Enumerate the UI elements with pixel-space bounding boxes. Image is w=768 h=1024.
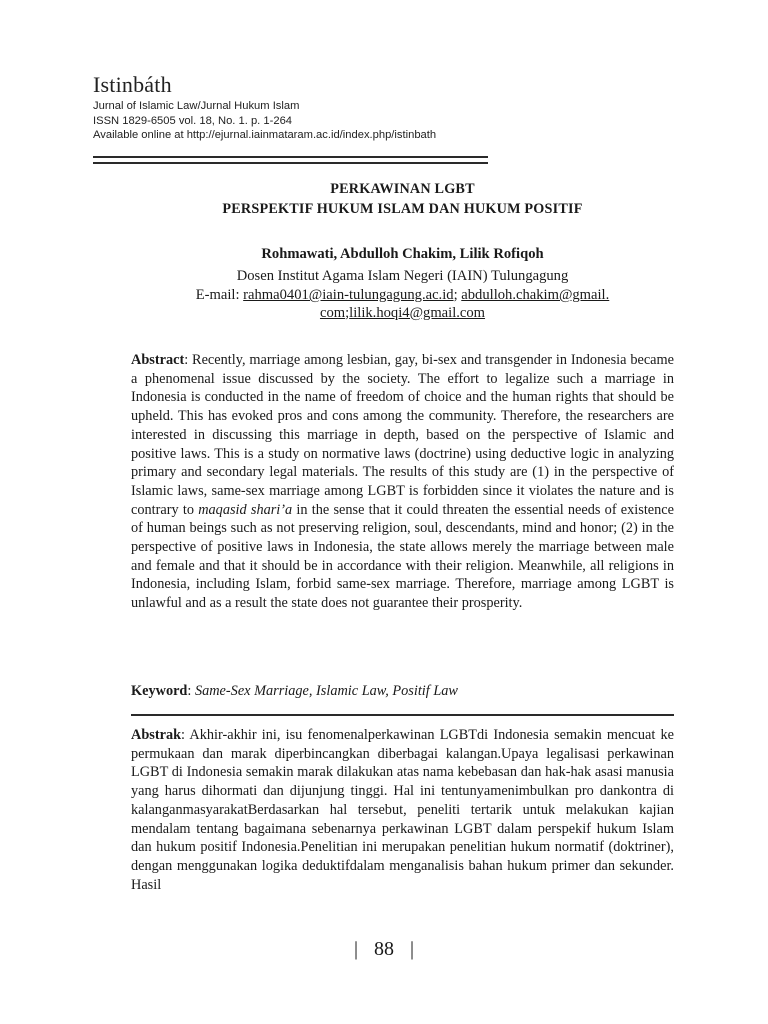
title-line-1: PERKAWINAN LGBT xyxy=(330,181,475,197)
keyword-text: Same-Sex Marriage, Islamic Law, Positif Law xyxy=(194,683,458,699)
abstract-text-1: : Recently, marriage among lesbian, gay, bi-sex and transgender in Indonesia became a phenomenal issue discussed by the society. The effort to legalize such a marriage in Indonesia is conducted in the name of freedom of choice and the human rights that should be upheld. This has evoked pros and cons among the community. Therefore, the researchers are interested in discussing this marriage in depth, based on the perspective of Islamic and positive laws. This is a study on normative laws (doctrine) using deductive logic in analyzing primary and secondary legal materials. The results of this study are (1) in the perspective of Islamic laws, same-sex marriage among LGBT is forbidden since it violates the nature and is contrary to xyxy=(131,352,674,518)
email-line-2 xyxy=(131,305,674,323)
abstract-text-2: in the sense that it could threaten the essential needs of existence of human beings such as not preserving religion, soul, descendants, mind and honor; (2) in the perspective of positive laws in Indonesia, the state allows merely the marriage between male and female and that it should be in accordance with their religion. Meanwhile, all religions in Indonesia, including Islam, forbid same-sex marriage. Therefore, marriage among LGBT is unlawful and as a result the state does not guarantee their prosperity. xyxy=(131,501,674,612)
journal-meta xyxy=(93,99,436,143)
email-separator: ; xyxy=(345,304,350,321)
journal-online-url: Available online at http://ejurnal.iainmataram.ac.id/index.php/istinbath xyxy=(93,129,437,142)
abstract-italic-term: maqasid shari’a xyxy=(198,501,293,518)
title-line-2: PERSPEKTIF HUKUM ISLAM DAN HUKUM POSITIF xyxy=(222,201,583,217)
abstrak-text: : Akhir-akhir ini, isu fenomenalperkawinan LGBTdi Indonesia semakin mencuat ke permukaan dan marak diperbincangkan diberbagai kalangan.Upaya legalisasi perkawinan LGBT di Indonesia semakin marak dilakukan atas nama kebebasan dan hak-hak asasi manusia yang harus dihormati dan dijunjung tinggi. Hal ini tentunyamenimbulkan pro dankontra di kalanganmasyarakatBerdasarkan hal tersebut, peneliti tertarik untuk melakukan kajian mendalam tentang bagaimana sebenarnya perkawinan LGBT dalam perspekif hukum Islam dan hukum positif Indonesia.Penelitian ini merupakan penelitian hukum normatif (doktriner), dengan menggunakan logika deduktifdalam menganalisis bahan hukum primer dan sekunder. Hasil xyxy=(131,727,674,893)
journal-issn: ISSN 1829-6505 vol. 18, No. 1. p. 1-264 xyxy=(93,114,293,127)
page-bar-right: | xyxy=(410,938,415,960)
email-separator: ; xyxy=(453,287,462,303)
authors: Rohmawati, Abdulloh Chakim, Lilik Rofiqoh xyxy=(261,246,544,262)
email-line-1 xyxy=(131,287,674,305)
abstrak-paragraph xyxy=(131,726,674,894)
abstract-label: Abstract xyxy=(131,352,185,368)
page-number xyxy=(0,938,768,961)
abstrak-label: Abstrak xyxy=(131,727,182,743)
journal-subtitle: Jurnal of Islamic Law/Jurnal Hukum Islam xyxy=(93,100,300,112)
keyword-label: Keyword xyxy=(131,683,188,699)
keyword-separator: : xyxy=(187,683,195,699)
abstract-paragraph xyxy=(131,351,674,613)
header-rule-bottom xyxy=(93,162,488,164)
email-link-3[interactable]: lilik.hoqi4@gmail.com xyxy=(349,304,486,321)
email-block xyxy=(131,287,674,322)
affiliation: Dosen Institut Agama Islam Negeri (IAIN) Tulungagung xyxy=(236,268,569,284)
email-label: E-mail: xyxy=(195,287,244,303)
header-rule-top xyxy=(93,156,488,158)
section-divider xyxy=(131,714,674,716)
article-title xyxy=(131,179,674,219)
email-link-2-part-2[interactable]: com xyxy=(319,304,346,321)
keyword-line xyxy=(131,682,674,701)
page-number-value: 88 xyxy=(374,938,394,960)
email-link-2-part-1[interactable]: abdulloh.chakim@gmail. xyxy=(461,287,610,303)
page-bar-left: | xyxy=(353,938,358,960)
journal-name: Istinbáth xyxy=(93,72,172,97)
email-link-1[interactable]: rahma0401@iain-tulungagung.ac.id xyxy=(243,287,454,303)
